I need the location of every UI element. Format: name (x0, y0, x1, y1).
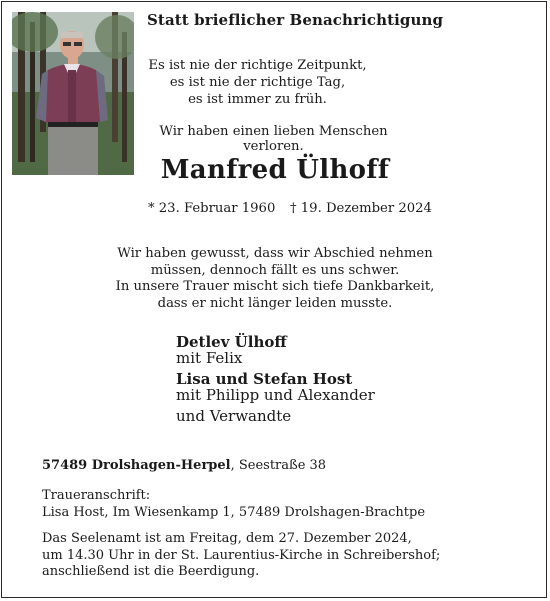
death-date: † 19. Dezember 2024 (290, 201, 432, 216)
farewell-line: In unsere Trauer mischt sich tiefe Dankbarkeit, (115, 279, 435, 294)
family-member-children: mit Philipp und Alexander (176, 386, 375, 404)
service-line: um 14.30 Uhr in der St. Laurentius-Kirche in Schreibershof; (42, 547, 441, 563)
family-member-name: Detlev Ülhoff (176, 333, 287, 351)
opening-quote (135, 57, 380, 108)
birth-date: * 23. Februar 1960 (148, 201, 276, 216)
family-member-name: Lisa und Stefan Host (176, 370, 353, 388)
family-member-children: mit Felix (176, 349, 243, 367)
farewell-line: dass er nicht länger leiden musste. (157, 295, 393, 311)
notice-header: Statt brieflicher Benachrichtigung (147, 11, 444, 29)
loss-statement: Wir haben einen lieben Menschen verloren. (159, 124, 388, 154)
portrait-photo (12, 12, 134, 175)
mourning-address (42, 488, 425, 521)
farewell-line: Wir haben gewusst, dass wir Abschied nehmen (117, 246, 433, 261)
deceased-name: Manfred Ülhoff (160, 155, 390, 185)
address-street: , Seestraße 38 (230, 458, 327, 473)
quote-line: es ist immer zu früh. (188, 92, 327, 107)
mourning-address-label: Traueranschrift: (42, 488, 151, 503)
farewell-line: müssen, dennoch fällt es uns schwer. (150, 262, 400, 278)
relatives-line: und Verwandte (176, 407, 292, 425)
quote-line: Es ist nie der richtige Zeitpunkt, (148, 58, 367, 73)
residence-address (42, 458, 326, 475)
service-line: anschließend ist die Beerdigung. (42, 564, 260, 579)
farewell-text (110, 246, 440, 312)
mourning-address-value: Lisa Host, Im Wiesenkamp 1, 57489 Drolshagen-Brachtpe (42, 504, 426, 520)
service-info (42, 531, 440, 581)
address-place: 57489 Drolshagen-Herpel (42, 458, 231, 473)
quote-line: es ist nie der richtige Tag, (169, 75, 346, 90)
service-line: Das Seelenamt ist am Freitag, dem 27. Dezember 2024, (42, 531, 412, 546)
